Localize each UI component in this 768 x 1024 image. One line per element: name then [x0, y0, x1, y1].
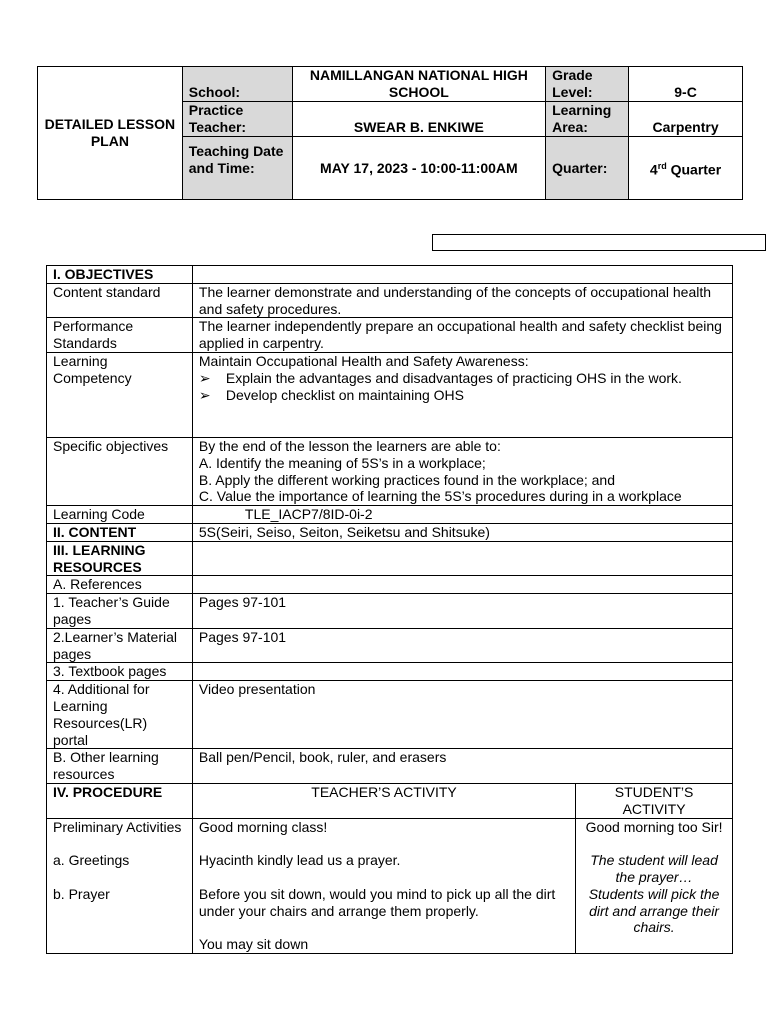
lesson-plan-table	[46, 265, 733, 954]
preliminary-cell	[47, 818, 193, 953]
teacher-activity-cell: Good morning class! Hyacinth kindly lead us a prayer. Before you sit down, would you mind to pick up all the dirt under your chairs and arrange them properly. You may sit down	[192, 818, 575, 953]
row-content-standard	[47, 283, 733, 318]
row-specific-objectives	[47, 437, 733, 505]
quarter-label: Quarter:	[546, 137, 629, 200]
school-label: School:	[182, 67, 292, 102]
textbook-label: 3. Textbook pages	[47, 663, 193, 681]
competency-bullet: ➢ Develop checklist on maintaining OHS	[198, 386, 465, 403]
lm-label: 2.Learner’s Material pages	[47, 628, 193, 663]
specific-label: Specific objectives	[47, 437, 193, 505]
grade-label: Grade Level:	[546, 67, 629, 102]
references-label: A. References	[47, 576, 193, 594]
row-performance	[47, 318, 733, 353]
row-content	[47, 523, 733, 541]
performance-label: Performance Standards	[47, 318, 193, 353]
teacher-label: Practice Teacher:	[182, 102, 292, 137]
date-label: Teaching Date and Time:	[182, 137, 292, 200]
additional-value: Video presentation	[192, 681, 732, 749]
code-value: TLE_IACP7/8ID-0i-2	[192, 506, 732, 524]
row-objectives	[47, 266, 733, 284]
tg-label: 1. Teacher’s Guide pages	[47, 594, 193, 629]
additional-label: 4. Additional for Learning Resources(LR) portal	[47, 681, 193, 749]
row-learners-material	[47, 628, 733, 663]
arrow-bullet-icon: ➢	[198, 369, 211, 386]
row-procedure	[47, 783, 733, 818]
row-additional	[47, 681, 733, 749]
arrow-bullet-icon: ➢	[198, 386, 211, 403]
preliminary-label: Preliminary Activities	[53, 818, 182, 835]
area-value: Carpentry	[629, 102, 743, 137]
other-label: B. Other learning resources	[47, 749, 193, 784]
student-activity-heading: STUDENT’S ACTIVITY	[576, 783, 733, 818]
content-value: 5S(Seiri, Seiso, Seiton, Seiketsu and Shitsuke)	[192, 523, 732, 541]
competency-value	[192, 352, 732, 437]
other-value: Ball pen/Pencil, book, ruler, and erasers	[192, 749, 732, 784]
resources-heading: III. LEARNING RESOURCES	[47, 541, 193, 576]
row-textbook	[47, 663, 733, 681]
row-learning-code	[47, 506, 733, 524]
lm-value: Pages 97-101	[192, 628, 732, 663]
teacher-value: SWEAR B. ENKIWE	[292, 102, 546, 137]
greetings-label: a. Greetings	[53, 852, 130, 869]
code-label: Learning Code	[47, 506, 193, 524]
blank-box	[432, 234, 766, 251]
row-other-resources	[47, 749, 733, 784]
grade-value: 9-C	[629, 67, 743, 102]
area-label: Learning Area:	[546, 102, 629, 137]
competency-intro: Maintain Occupational Health and Safety Awareness:	[198, 352, 529, 369]
row-competency	[47, 352, 733, 437]
row-resources	[47, 541, 733, 576]
prayer-label: b. Prayer	[53, 885, 110, 902]
performance-value: The learner independently prepare an occupational health and safety checklist being applied in carpentry.	[192, 318, 732, 353]
school-value: NAMILLANGAN NATIONAL HIGH SCHOOL	[292, 67, 546, 102]
content-standard-label: Content standard	[47, 283, 193, 318]
student-activity-cell: Good morning too Sir! The student will lead the prayer… Students will pick the dirt and arrange their chairs.	[576, 818, 733, 953]
header-table	[37, 66, 743, 200]
competency-bullet: ➢ Explain the advantages and disadvantages of practicing OHS in the work.	[198, 369, 682, 386]
tg-value: Pages 97-101	[192, 594, 732, 629]
date-value: MAY 17, 2023 - 10:00-11:00AM	[292, 137, 546, 200]
content-standard-value: The learner demonstrate and understanding of the concepts of occupational health and safety procedures.	[192, 283, 732, 318]
quarter-value: 4rd Quarter	[629, 137, 743, 200]
row-references	[47, 576, 733, 594]
doc-title: DETAILED LESSON PLAN	[38, 67, 183, 200]
procedure-heading: IV. PROCEDURE	[47, 783, 193, 818]
teacher-activity-heading: TEACHER’S ACTIVITY	[192, 783, 575, 818]
row-preliminary	[47, 818, 733, 953]
competency-label: Learning Competency	[47, 352, 193, 437]
row-teachers-guide	[47, 594, 733, 629]
content-heading: II. CONTENT	[47, 523, 193, 541]
specific-value: By the end of the lesson the learners are able to: A. Identify the meaning of 5S’s in a workplace; B. Apply the different working practices found in the workplace; and C. Value the importance of learning the 5S’s procedures during in a workplace	[192, 437, 732, 505]
objectives-heading: I. OBJECTIVES	[47, 266, 193, 284]
